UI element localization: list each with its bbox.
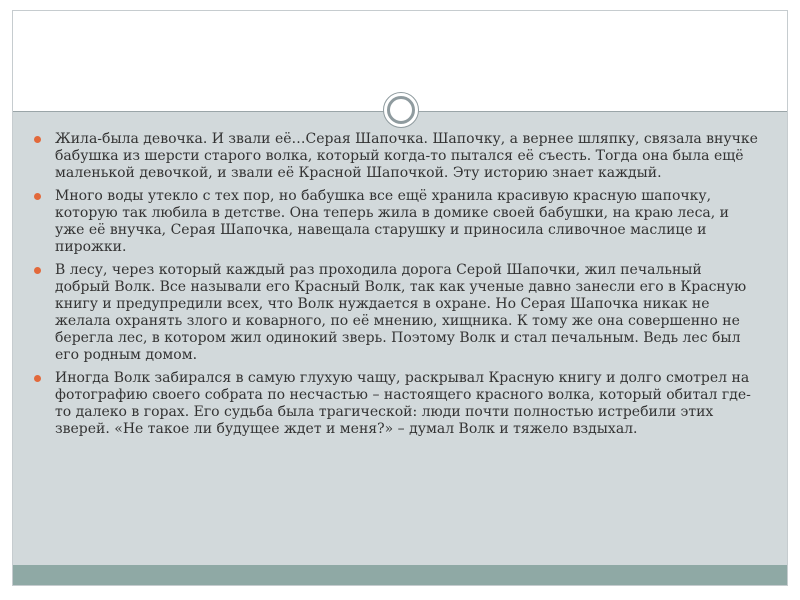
bullet-dot-icon xyxy=(34,136,41,143)
divider-ornament-circle xyxy=(383,92,419,128)
story-paragraph xyxy=(31,262,761,364)
paragraph-text: В лесу, через который каждый раз проходила дорога Серой Шапочки, жил печальный добрый Волк. Все называли его Красный Волк, так как ученые давно занесли его в Красную книгу и предупредили всех, что Волк нуждается в охране. Но Серая Шапочка никак не желала охранять злого и коварного, по её мнению, хищника. К тому же она совершенно не берегла лес, в котором жил одинокий зверь. Поэтому Волк и стал печальным. Ведь лес был его родным домом. xyxy=(55,262,747,363)
bullet-dot-icon xyxy=(34,193,41,200)
story-text-body xyxy=(31,131,761,444)
bullet-dot-icon xyxy=(34,267,41,274)
story-paragraph xyxy=(31,370,761,438)
story-paragraph xyxy=(31,131,761,182)
slide-footer-bar xyxy=(13,565,787,585)
story-paragraph xyxy=(31,188,761,256)
bullet-dot-icon xyxy=(34,375,41,382)
paragraph-text: Много воды утекло с тех пор, но бабушка все ещё хранила красивую красную шапочку, которую так любила в детстве. Она теперь жила в домике своей бабушки, на краю леса, и уже её внучка, Серая Шапочка, навещала старушку и приносила сливочное маслице и пирожки. xyxy=(55,188,730,255)
slide xyxy=(12,10,788,586)
paragraph-text: Жила-была девочка. И звали её…Серая Шапочка. Шапочку, а вернее шляпку, связала внучке бабушка из шерсти старого волка, который когда-то пытался её съесть. Тогда она была ещё маленькой девочкой, и звали её Красной Шапочкой. Эту историю знает каждый. xyxy=(55,131,758,181)
paragraph-text: Иногда Волк забирался в самую глухую чащу, раскрывал Красную книгу и долго смотрел на фотографию своего собрата по несчастью – настоящего красного волка, который обитал где-то далеко в горах. Его судьба была трагической: люди почти полностью истребили этих зверей. «Не такое ли будущее ждет и меня?» – думал Волк и тяжело вздыхал. xyxy=(55,370,751,437)
